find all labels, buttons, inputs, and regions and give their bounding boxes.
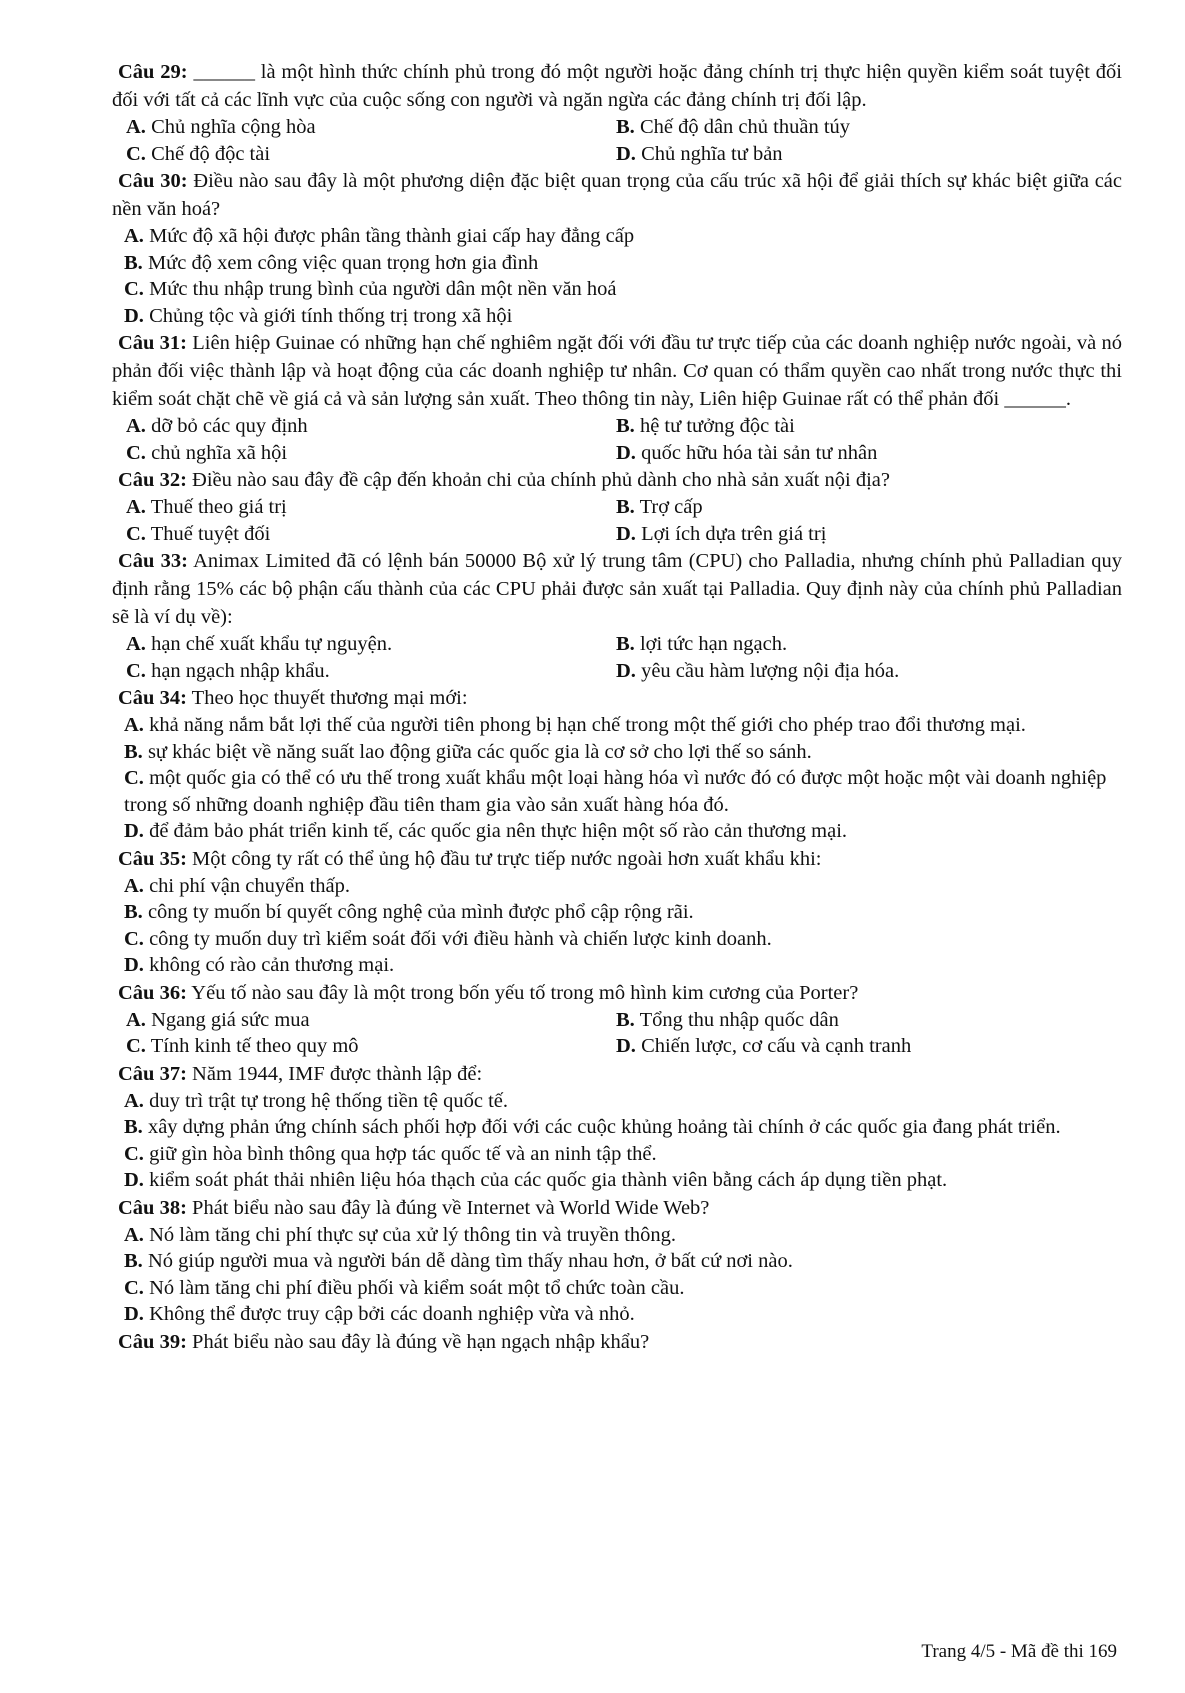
question-number: Câu 37: [118, 1062, 187, 1085]
answer-options [126, 114, 1122, 167]
option-letter: D. [124, 1169, 144, 1191]
question-number: Câu 34: [118, 687, 187, 709]
option-letter: C. [126, 659, 146, 682]
question-stem: Theo học thuyết thương mại mới: [186, 687, 468, 709]
question-text [112, 58, 1122, 114]
question-block [112, 58, 1122, 167]
answer-option [616, 413, 1116, 440]
question-stem: Liên hiệp Guinae có những hạn chế nghiêm ngặt đối với đầu tư trực tiếp của các doanh nghiệp nước ngoài, và nó phản đối việc thành lập và hoạt động của các doanh nghiệp tư nhân. Cơ quan có thẩm quyền cao nhất trong nước thực thi kiểm soát chặt chẽ về giá cả và sản lượng sản xuất. Theo thông tin này, Liên hiệp Guinae rất có thể phản đối ______. [112, 332, 1122, 410]
option-text: hệ tư tưởng độc tài [639, 415, 795, 437]
answer-option [124, 1141, 1122, 1168]
option-letter: B. [616, 496, 635, 518]
option-letter: D. [124, 954, 144, 976]
answer-option [616, 1033, 1116, 1060]
question-text [112, 1194, 1122, 1222]
option-letter: B. [124, 1116, 143, 1138]
question-stem: Năm 1944, IMF được thành lập để: [186, 1062, 483, 1085]
option-text: yêu cầu hàm lượng nội địa hóa. [641, 659, 900, 682]
answer-options [124, 1222, 1122, 1328]
answer-option [126, 1007, 616, 1034]
option-text: Ngang giá sức mua [151, 1008, 310, 1031]
option-letter: B. [124, 1250, 143, 1272]
option-text: Không thể được truy cập bởi các doanh nghiệp vừa và nhỏ. [149, 1303, 635, 1325]
page-footer: Trang 4/5 - Mã đề thi 169 [921, 1641, 1117, 1662]
question-text [112, 167, 1122, 223]
answer-option [124, 1301, 1122, 1328]
option-letter: D. [124, 304, 144, 327]
option-letter: C. [126, 522, 146, 545]
option-text: Chủng tộc và giới tính thống trị trong xã hội [149, 304, 513, 327]
option-letter: A. [124, 1089, 144, 1112]
question-block [112, 1328, 1122, 1356]
answer-option [124, 1222, 1122, 1249]
question-number: Câu 32: [118, 469, 187, 491]
option-letter: C. [126, 142, 146, 165]
answer-option [124, 1114, 1122, 1141]
option-letter: D. [616, 441, 636, 464]
question-number: Câu 30: [118, 170, 188, 192]
answer-option [124, 223, 1122, 250]
answer-option [126, 494, 616, 521]
question-number: Câu 31: [118, 332, 188, 354]
answer-option [124, 1275, 1122, 1302]
answer-option [124, 303, 1122, 330]
question-block [112, 329, 1122, 466]
answer-option [124, 1167, 1122, 1194]
option-letter: A. [124, 714, 144, 736]
option-text: Lợi ích dựa trên giá trị [641, 522, 827, 545]
question-text [112, 979, 1122, 1007]
question-stem: Điều nào sau đây là một phương diện đặc biệt quan trọng của cấu trúc xã hội để giải thích sự khác biệt giữa các nền văn hoá? [112, 170, 1122, 220]
option-text: công ty muốn bí quyết công nghệ của mình được phổ cập rộng rãi. [147, 901, 694, 923]
option-text: Trợ cấp [639, 496, 703, 518]
option-text: lợi tức hạn ngạch. [639, 633, 788, 655]
option-text: chủ nghĩa xã hội [151, 441, 288, 464]
question-stem: Phát biểu nào sau đây là đúng về Internet và World Wide Web? [186, 1196, 710, 1219]
question-stem: Animax Limited đã có lệnh bán 50000 Bộ xử lý trung tâm (CPU) cho Palladia, nhưng chính phủ Palladian quy định rằng 15% các bộ phận cấu thành của các CPU phải được sản xuất tại Palladia. Quy định này của chính phủ Palladian sẽ là ví dụ về): [112, 550, 1122, 628]
answer-option [616, 494, 1116, 521]
answer-option [124, 873, 1122, 900]
answer-option [616, 631, 1116, 658]
option-letter: A. [124, 225, 144, 247]
option-letter: B. [124, 251, 143, 274]
option-text: Mức thu nhập trung bình của người dân một nền văn hoá [149, 278, 617, 300]
answer-options [126, 1007, 1122, 1060]
option-letter: D. [124, 1303, 144, 1325]
question-text [112, 547, 1122, 631]
option-letter: C. [126, 441, 146, 464]
option-text: Nó giúp người mua và người bán dễ dàng tìm thấy nhau hơn, ở bất cứ nơi nào. [147, 1250, 793, 1272]
answer-option [126, 521, 616, 548]
option-letter: A. [126, 496, 146, 518]
answer-option [126, 631, 616, 658]
option-text: xây dựng phản ứng chính sách phối hợp đối với các cuộc khủng hoảng tài chính ở các quốc gia đang phát triển. [147, 1116, 1061, 1138]
answer-option [616, 658, 1116, 685]
option-letter: A. [126, 1008, 146, 1031]
question-block [112, 1194, 1122, 1328]
answer-option [616, 440, 1116, 467]
option-text: duy trì trật tự trong hệ thống tiền tệ quốc tế. [149, 1089, 509, 1112]
option-text: sự khác biệt về năng suất lao động giữa các quốc gia là cơ sở cho lợi thế so sánh. [147, 740, 812, 763]
option-text: hạn ngạch nhập khẩu. [151, 659, 330, 682]
question-number: Câu 38: [118, 1196, 187, 1219]
answer-option [126, 141, 616, 168]
answer-options [124, 1088, 1122, 1194]
answer-option [616, 114, 1116, 141]
option-letter: B. [616, 1008, 635, 1031]
answer-option [124, 818, 1122, 845]
answer-option [124, 1088, 1122, 1115]
option-letter: C. [124, 927, 144, 950]
option-text: Mức độ xã hội được phân tầng thành giai cấp hay đẳng cấp [149, 225, 635, 247]
answer-option [126, 1033, 616, 1060]
option-text: Chủ nghĩa tư bản [641, 142, 783, 165]
option-text: Tính kinh tế theo quy mô [150, 1035, 359, 1057]
answer-option [124, 250, 1122, 277]
option-letter: C. [124, 767, 144, 789]
option-text: Thuế theo giá trị [150, 496, 287, 518]
option-text: Tổng thu nhập quốc dân [639, 1008, 839, 1031]
option-letter: B. [124, 740, 143, 763]
option-text: Nó làm tăng chi phí điều phối và kiểm soát một tổ chức toàn cầu. [149, 1276, 685, 1299]
question-stem: Điều nào sau đây đề cập đến khoản chi của chính phủ dành cho nhà sản xuất nội địa? [186, 469, 890, 491]
answer-options [126, 494, 1122, 547]
answer-option [124, 765, 1122, 818]
option-letter: D. [616, 659, 636, 682]
question-number: Câu 29: [118, 61, 188, 83]
option-text: để đảm bảo phát triển kinh tế, các quốc gia nên thực hiện một số rào cản thương mại. [149, 820, 848, 842]
option-letter: B. [616, 415, 635, 437]
answer-option [616, 521, 1116, 548]
answer-option [126, 658, 616, 685]
option-text: một quốc gia có thể có ưu thế trong xuất khẩu một loại hàng hóa vì nước đó có được một hoặc một vài doanh nghiệp trong số những doanh nghiệp đầu tiên tham gia vào sản xuất hàng hóa đó. [124, 767, 1107, 816]
question-text [112, 329, 1122, 413]
option-text: Chế độ độc tài [151, 142, 271, 165]
option-letter: A. [126, 633, 146, 655]
question-number: Câu 33: [118, 550, 188, 572]
option-letter: A. [124, 874, 144, 897]
answer-option [616, 141, 1116, 168]
option-text: khả năng nắm bắt lợi thế của người tiên phong bị hạn chế trong một thế giới cho phép trao đổi thương mại. [149, 714, 1026, 736]
answer-option [126, 413, 616, 440]
question-block [112, 684, 1122, 845]
option-letter: B. [124, 901, 143, 923]
answer-option [126, 440, 616, 467]
option-letter: D. [616, 142, 636, 165]
answer-options [124, 712, 1122, 845]
question-stem: ______ là một hình thức chính phủ trong đó một người hoặc đảng chính trị thực hiện quyền kiểm soát tuyệt đối đối với tất cả các lĩnh vực của cuộc sống con người và ngăn ngừa các đảng chính trị đối lập. [112, 61, 1122, 111]
answer-option [124, 899, 1122, 926]
option-text: chi phí vận chuyển thấp. [149, 874, 351, 897]
option-text: dỡ bỏ các quy định [151, 415, 308, 437]
option-text: công ty muốn duy trì kiểm soát đối với điều hành và chiến lược kinh doanh. [149, 927, 772, 950]
question-block [112, 167, 1122, 329]
option-text: hạn chế xuất khẩu tự nguyện. [151, 633, 393, 655]
question-block [112, 979, 1122, 1060]
question-stem: Phát biểu nào sau đây là đúng về hạn ngạch nhập khẩu? [186, 1330, 650, 1353]
question-text [112, 845, 1122, 873]
option-letter: C. [124, 1276, 144, 1299]
option-text: quốc hữu hóa tài sản tư nhân [641, 441, 878, 464]
answer-options [124, 873, 1122, 979]
option-text: Chế độ dân chủ thuần túy [639, 116, 851, 138]
question-stem: Một công ty rất có thể ủng hộ đầu tư trực tiếp nước ngoài hơn xuất khẩu khi: [186, 847, 822, 870]
option-letter: A. [126, 415, 146, 437]
answer-option [124, 1248, 1122, 1275]
question-text [112, 1060, 1122, 1088]
option-text: không có rào cản thương mại. [149, 954, 395, 976]
question-list [112, 58, 1122, 1356]
question-stem: Yếu tố nào sau đây là một trong bốn yếu tố trong mô hình kim cương của Porter? [186, 981, 859, 1004]
option-letter: C. [124, 278, 144, 300]
answer-options [126, 631, 1122, 684]
option-text: Mức độ xem công việc quan trọng hơn gia đình [147, 251, 539, 274]
option-text: Thuế tuyệt đối [150, 522, 271, 545]
answer-option [616, 1007, 1116, 1034]
answer-option [124, 952, 1122, 979]
answer-options [124, 223, 1122, 329]
question-number: Câu 39: [118, 1330, 187, 1353]
option-text: Chiến lược, cơ cấu và cạnh tranh [641, 1035, 912, 1057]
question-text [112, 1328, 1122, 1356]
answer-option [126, 114, 616, 141]
option-letter: D. [616, 522, 636, 545]
option-letter: C. [126, 1035, 146, 1057]
option-text: giữ gìn hòa bình thông qua hợp tác quốc tế và an ninh tập thể. [149, 1142, 657, 1165]
answer-option [124, 926, 1122, 953]
question-block [112, 547, 1122, 684]
option-letter: D. [616, 1035, 636, 1057]
option-letter: D. [124, 820, 144, 842]
option-letter: B. [616, 116, 635, 138]
option-letter: C. [124, 1142, 144, 1165]
question-block [112, 845, 1122, 979]
answer-option [124, 739, 1122, 766]
answer-option [124, 276, 1122, 303]
question-number: Câu 36: [118, 981, 187, 1004]
answer-options [126, 413, 1122, 466]
option-letter: A. [126, 116, 146, 138]
option-letter: A. [124, 1223, 144, 1246]
question-block [112, 1060, 1122, 1194]
question-text [112, 684, 1122, 712]
answer-option [124, 712, 1122, 739]
option-letter: B. [616, 633, 635, 655]
option-text: kiểm soát phát thải nhiên liệu hóa thạch của các quốc gia thành viên bằng cách áp dụng tiền phạt. [149, 1169, 948, 1191]
question-text [112, 466, 1122, 494]
question-block [112, 466, 1122, 547]
question-number: Câu 35: [118, 847, 187, 870]
option-text: Chủ nghĩa cộng hòa [151, 116, 316, 138]
option-text: Nó làm tăng chi phí thực sự của xử lý thông tin và truyền thông. [149, 1223, 677, 1246]
